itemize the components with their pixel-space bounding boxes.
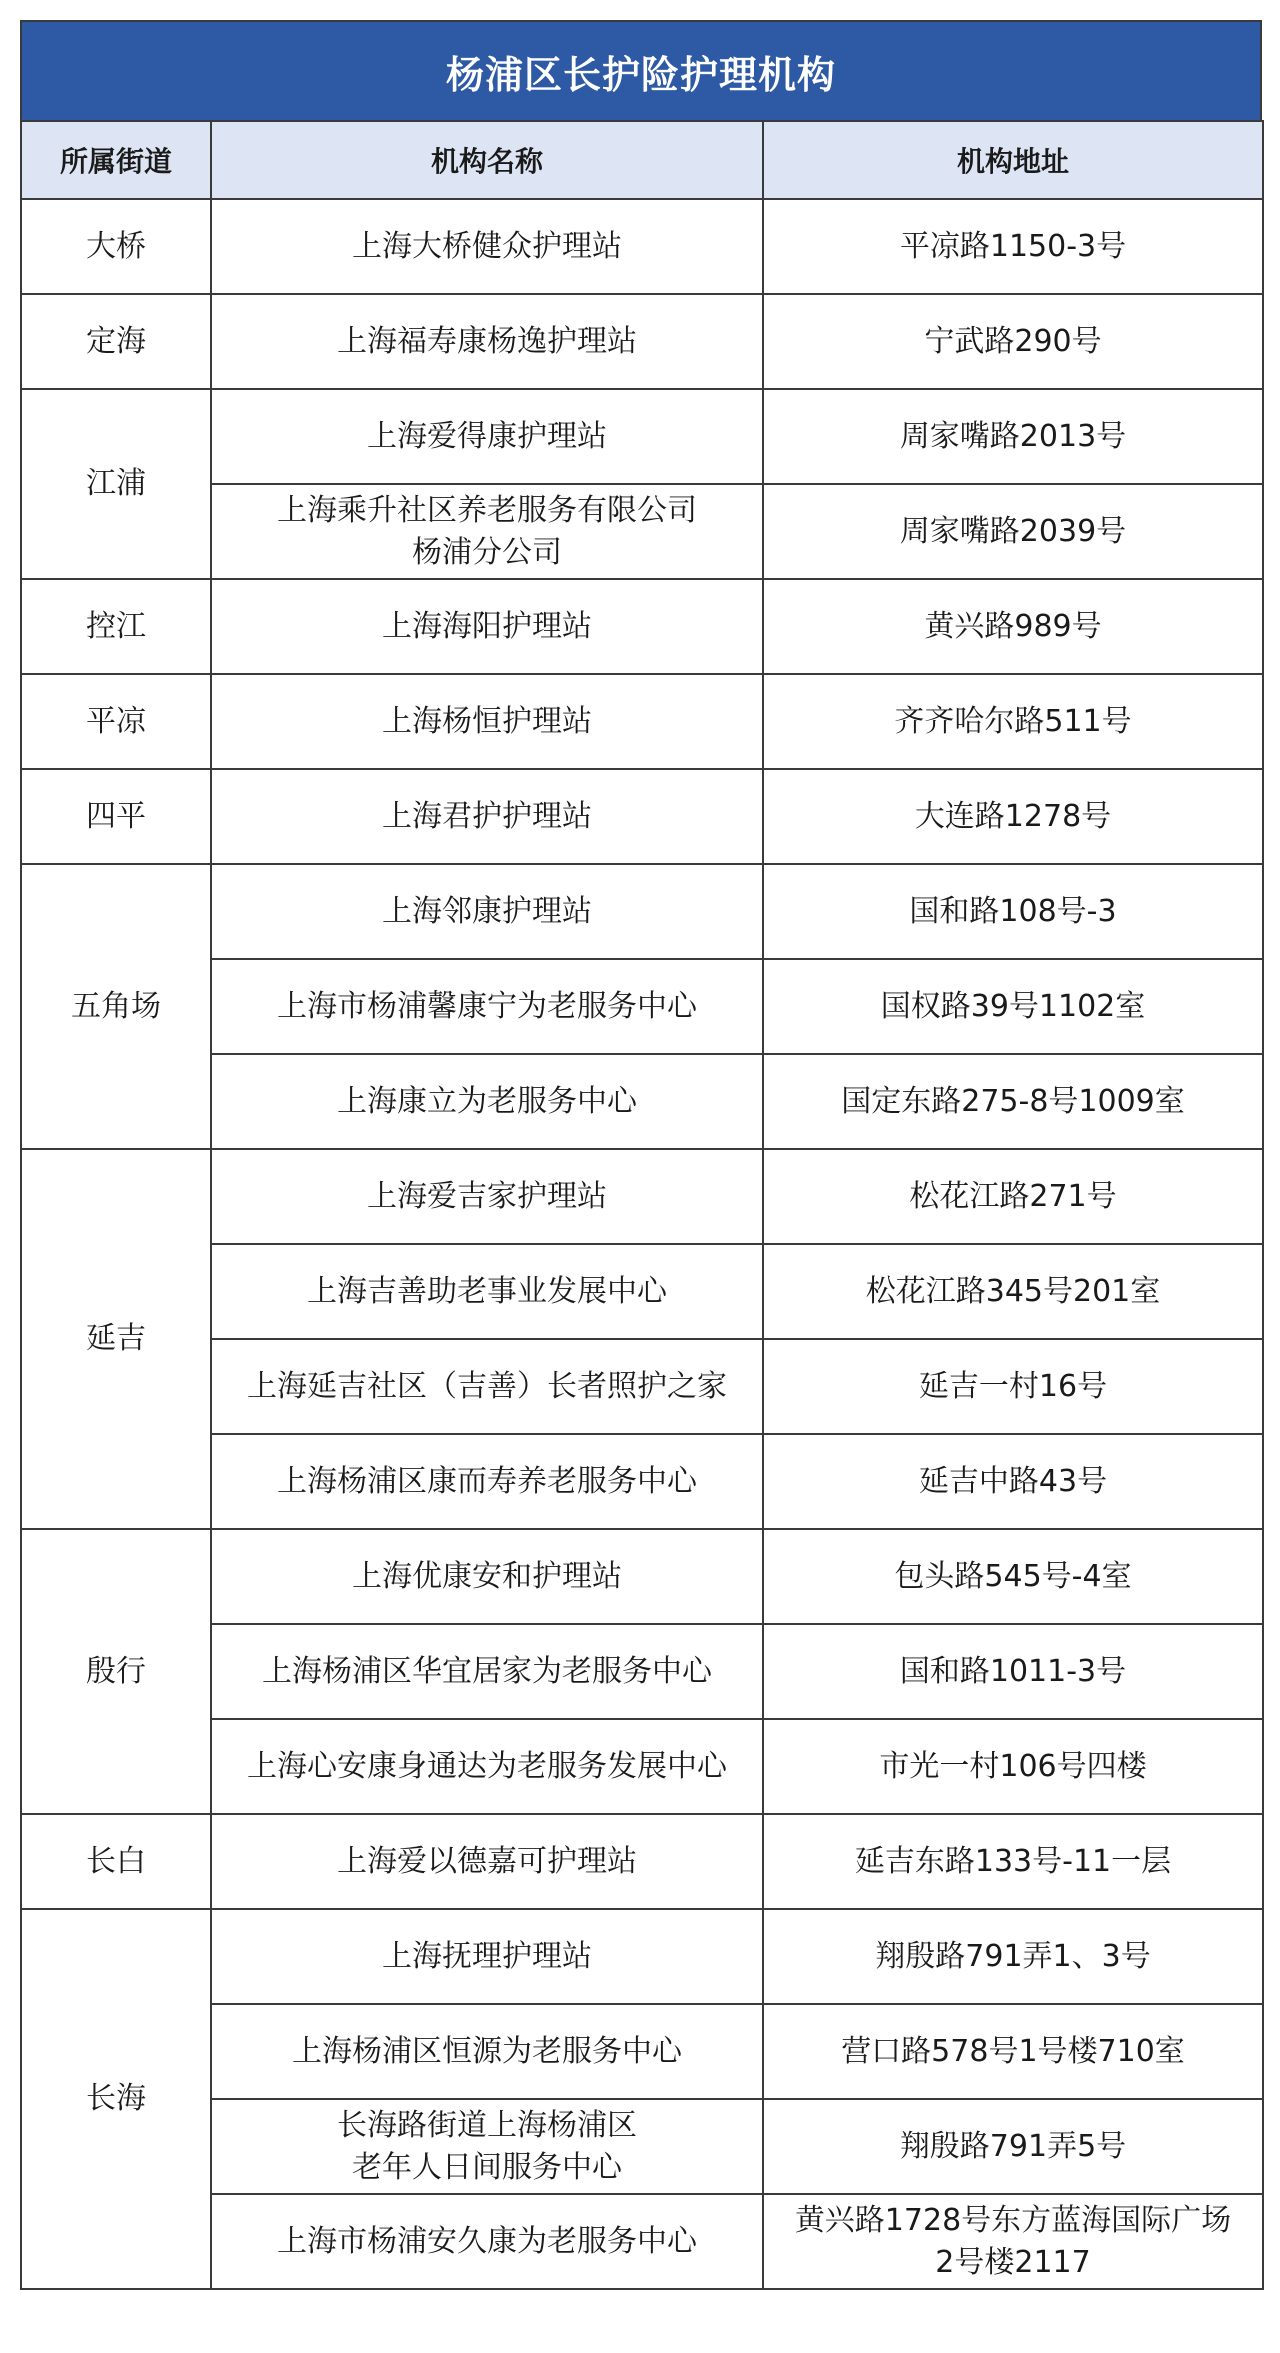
institution-name-cell: 上海延吉社区（吉善）长者照护之家	[211, 1339, 763, 1434]
institution-name-cell: 上海海阳护理站	[211, 579, 763, 674]
institution-address-cell: 宁武路290号	[763, 294, 1263, 389]
institution-name-cell: 上海君护护理站	[211, 769, 763, 864]
institution-address-cell: 翔殷路791弄5号	[763, 2099, 1263, 2194]
institution-address-cell: 松花江路345号201室	[763, 1244, 1263, 1339]
institution-name-cell: 上海福寿康杨逸护理站	[211, 294, 763, 389]
institution-name-cell: 上海爱得康护理站	[211, 389, 763, 484]
institution-address-cell: 国定东路275-8号1009室	[763, 1054, 1263, 1149]
institution-address-cell: 大连路1278号	[763, 769, 1263, 864]
street-cell: 殷行	[21, 1529, 211, 1814]
institution-address-cell: 周家嘴路2013号	[763, 389, 1263, 484]
institution-address-cell: 延吉一村16号	[763, 1339, 1263, 1434]
street-cell: 定海	[21, 294, 211, 389]
institution-name-cell: 上海爱以德嘉可护理站	[211, 1814, 763, 1909]
street-cell: 四平	[21, 769, 211, 864]
institution-name-cell: 上海抚理护理站	[211, 1909, 763, 2004]
institution-name-cell: 上海吉善助老事业发展中心	[211, 1244, 763, 1339]
institution-name-cell: 长海路街道上海杨浦区 老年人日间服务中心	[211, 2099, 763, 2194]
institution-name-cell: 上海市杨浦安久康为老服务中心	[211, 2194, 763, 2289]
table-row	[21, 1909, 1263, 2004]
institution-name-cell: 上海康立为老服务中心	[211, 1054, 763, 1149]
institution-address-cell: 营口路578号1号楼710室	[763, 2004, 1263, 2099]
table-body	[21, 199, 1263, 2289]
institution-address-cell: 国和路1011-3号	[763, 1624, 1263, 1719]
street-cell: 大桥	[21, 199, 211, 294]
table-row	[21, 864, 1263, 959]
document	[20, 20, 1262, 2290]
table-row	[21, 769, 1263, 864]
table-row	[21, 294, 1263, 389]
institution-address-cell: 齐齐哈尔路511号	[763, 674, 1263, 769]
institution-name-cell: 上海优康安和护理站	[211, 1529, 763, 1624]
street-cell: 长白	[21, 1814, 211, 1909]
table-row	[21, 199, 1263, 294]
institution-name-cell: 上海乘升社区养老服务有限公司 杨浦分公司	[211, 484, 763, 579]
institution-table	[20, 120, 1264, 2290]
institution-address-cell: 国和路108号-3	[763, 864, 1263, 959]
institution-address-cell: 平凉路1150-3号	[763, 199, 1263, 294]
header-street: 所属街道	[21, 121, 211, 199]
table-row	[21, 674, 1263, 769]
header-row	[21, 121, 1263, 199]
institution-address-cell: 松花江路271号	[763, 1149, 1263, 1244]
institution-address-cell: 延吉东路133号-11一层	[763, 1814, 1263, 1909]
institution-name-cell: 上海邻康护理站	[211, 864, 763, 959]
institution-name-cell: 上海杨恒护理站	[211, 674, 763, 769]
street-cell: 控江	[21, 579, 211, 674]
institution-address-cell: 国权路39号1102室	[763, 959, 1263, 1054]
institution-name-cell: 上海心安康身通达为老服务发展中心	[211, 1719, 763, 1814]
institution-address-cell: 包头路545号-4室	[763, 1529, 1263, 1624]
institution-address-cell: 市光一村106号四楼	[763, 1719, 1263, 1814]
street-cell: 江浦	[21, 389, 211, 579]
table-row	[21, 389, 1263, 484]
header-name: 机构名称	[211, 121, 763, 199]
institution-name-cell: 上海杨浦区华宜居家为老服务中心	[211, 1624, 763, 1719]
institution-name-cell: 上海杨浦区康而寿养老服务中心	[211, 1434, 763, 1529]
institution-address-cell: 黄兴路989号	[763, 579, 1263, 674]
table-title: 杨浦区长护险护理机构	[20, 20, 1262, 120]
street-cell: 平凉	[21, 674, 211, 769]
table-row	[21, 1149, 1263, 1244]
institution-address-cell: 周家嘴路2039号	[763, 484, 1263, 579]
institution-address-cell: 黄兴路1728号东方蓝海国际广场 2号楼2117	[763, 2194, 1263, 2289]
street-cell: 五角场	[21, 864, 211, 1149]
institution-name-cell: 上海市杨浦馨康宁为老服务中心	[211, 959, 763, 1054]
street-cell: 长海	[21, 1909, 211, 2289]
header-address: 机构地址	[763, 121, 1263, 199]
institution-name-cell: 上海爱吉家护理站	[211, 1149, 763, 1244]
institution-address-cell: 延吉中路43号	[763, 1434, 1263, 1529]
table-row	[21, 1814, 1263, 1909]
street-cell: 延吉	[21, 1149, 211, 1529]
institution-name-cell: 上海杨浦区恒源为老服务中心	[211, 2004, 763, 2099]
institution-address-cell: 翔殷路791弄1、3号	[763, 1909, 1263, 2004]
table-row	[21, 1529, 1263, 1624]
institution-name-cell: 上海大桥健众护理站	[211, 199, 763, 294]
table-row	[21, 579, 1263, 674]
